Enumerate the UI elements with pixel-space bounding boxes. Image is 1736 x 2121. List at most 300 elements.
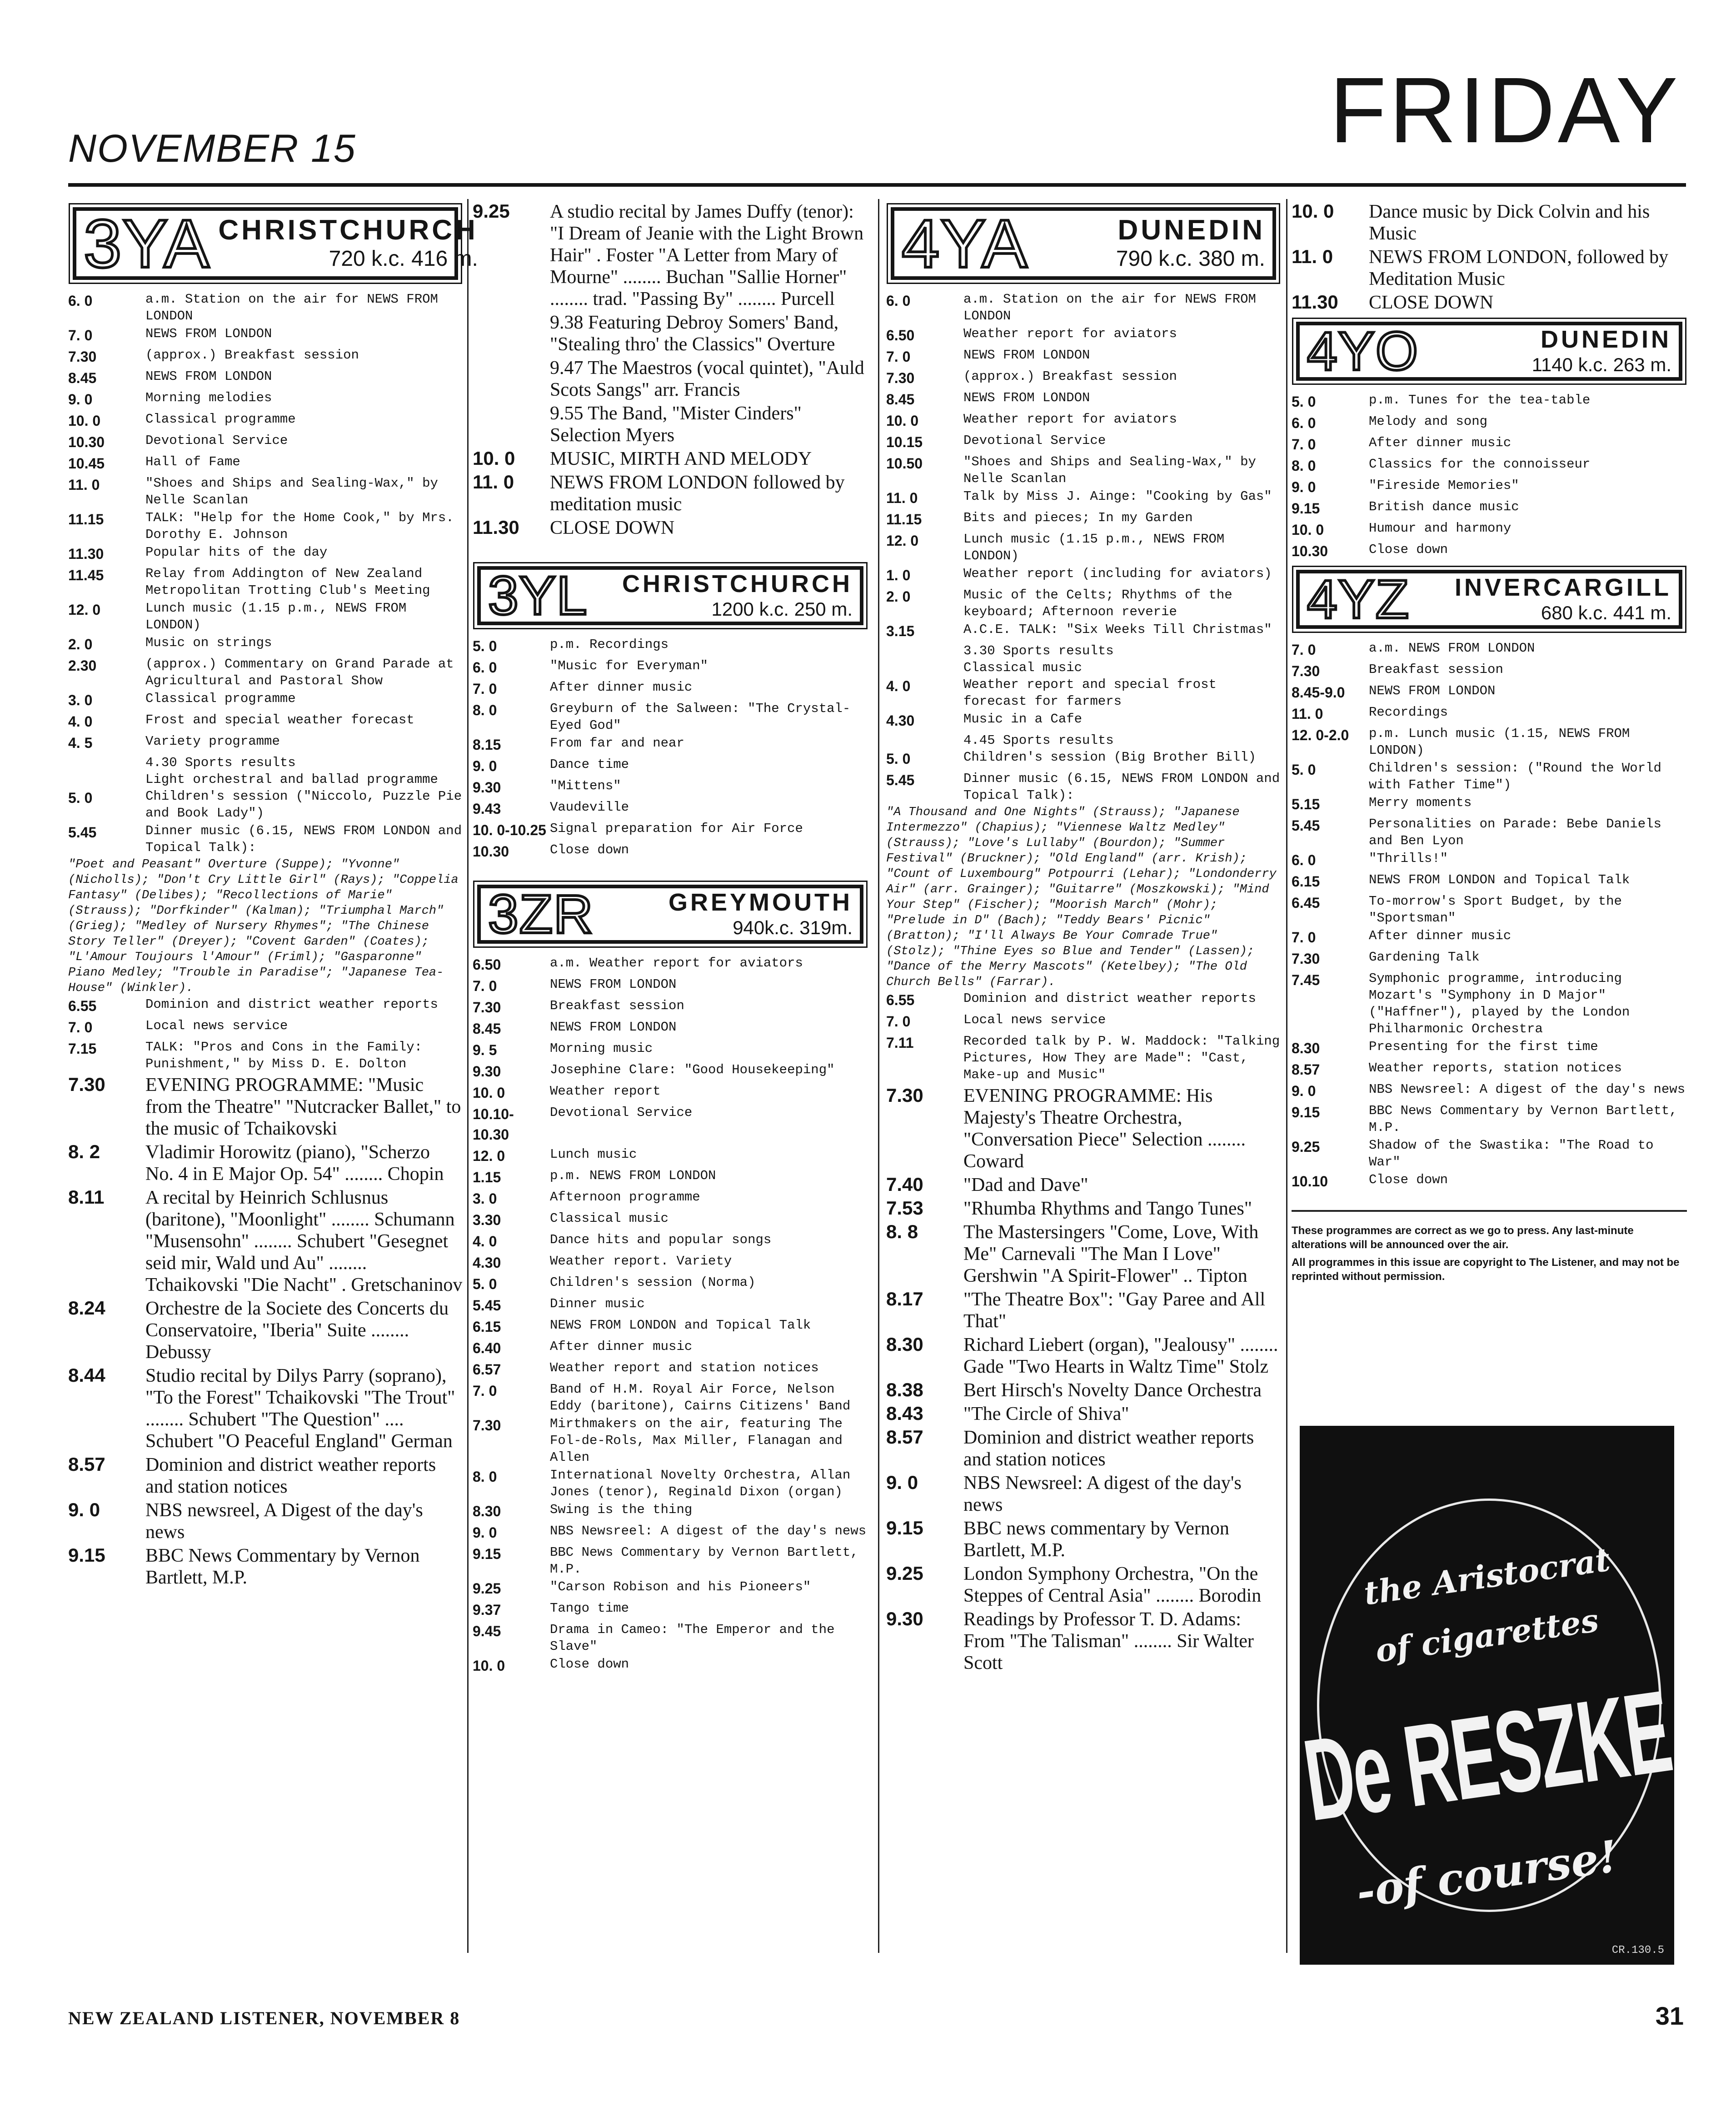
program-title: Hall of Fame (145, 454, 240, 469)
program-subnote: Light orchestral and ballad programme (145, 772, 438, 787)
program-title: Vaudeville (550, 800, 629, 815)
program-time: 4. 0 (473, 1233, 497, 1250)
program-list (68, 788, 463, 856)
program-entry (473, 1467, 868, 1500)
program-entry (1292, 413, 1687, 433)
program-entry (473, 1544, 868, 1578)
program-title: NEWS FROM LONDON (550, 977, 677, 992)
program-title: Classical programme (145, 691, 296, 706)
column-3 (886, 199, 1281, 1953)
program-entry (473, 1381, 868, 1414)
program-entry (68, 325, 463, 346)
program-title: MUSIC, MIRTH AND MELODY (550, 448, 812, 469)
program-time: 10.30 (473, 843, 509, 860)
program-time: 7. 0 (1292, 642, 1316, 658)
program-title: NEWS FROM LONDON (145, 369, 272, 384)
program-time: 7.30 (1292, 663, 1320, 679)
program-entry (68, 1017, 463, 1038)
program-title: Merry moments (1369, 795, 1472, 810)
program-entry (68, 368, 463, 388)
program-title: Children's session: ("Round the World with Father Time") (1369, 761, 1661, 792)
program-title: NEWS FROM LONDON (963, 348, 1090, 363)
program-entry (68, 600, 463, 633)
program-entry (886, 990, 1281, 1011)
program-entry (473, 1359, 868, 1380)
program-entry (1292, 640, 1687, 660)
program-title: Children's session (Norma) (550, 1275, 756, 1290)
program-entry (1292, 893, 1687, 926)
program-time: 8.30 (886, 1334, 923, 1355)
program-time: 10.30 (1292, 543, 1328, 559)
program-title: After dinner music (550, 1339, 693, 1354)
station-logo-4yz (1296, 570, 1682, 629)
program-title: Dance time (550, 757, 629, 772)
program-title: Weather report for aviators (963, 326, 1177, 341)
program-entry (473, 820, 868, 841)
program-title: After dinner music (1369, 928, 1512, 943)
station-city: CHRISTCHURCH (622, 570, 853, 598)
program-entry (886, 770, 1281, 804)
program-entry (1292, 246, 1687, 290)
program-time: 7.30 (886, 1085, 923, 1106)
station-callsign: 3YA (84, 205, 210, 282)
program-title: NEWS FROM LONDON, followed by Meditation Music (1369, 247, 1669, 289)
program-time: 8.24 (68, 1297, 105, 1319)
program-time: 1. 0 (886, 567, 911, 583)
program-title: Classical programme (145, 412, 296, 427)
program-entry (886, 565, 1281, 586)
magazine-footer: NEW ZEALAND LISTENER, NOVEMBER 8 (68, 2008, 460, 2028)
program-title: Orchestre de la Societe des Concerts du Conservatoire, "Iberia" Suite ........ Debussy (145, 1298, 449, 1363)
program-title: "Shoes and Ships and Sealing-Wax," by Nelle Scanlan (963, 454, 1256, 486)
program-entry (1292, 682, 1687, 703)
program-title: Weather reports, station notices (1369, 1060, 1622, 1075)
program-entry (68, 996, 463, 1016)
program-entry (886, 1427, 1281, 1470)
program-title: Recordings (1369, 705, 1448, 720)
program-title: 9.38 Featuring Debroy Somers' Band, "Stealing thro' the Classics" Overture (550, 312, 839, 355)
program-title: "The Theatre Box": "Gay Paree and All That" (963, 1289, 1266, 1332)
program-time: 12. 0-2.0 (1292, 727, 1349, 743)
program-time: 9.30 (473, 1063, 501, 1080)
program-entry (886, 587, 1281, 620)
program-entry (473, 1501, 868, 1522)
program-time: 8.45-9.0 (1292, 684, 1345, 701)
program-title: NBS Newsreel: A digest of the day's news (550, 1524, 867, 1538)
program-time: 7. 0 (1292, 436, 1316, 453)
program-time: 4.30 (886, 712, 915, 729)
program-entry (886, 749, 1281, 769)
program-title: BBC News Commentary by Vernon Bartlett, M.P. (1369, 1103, 1677, 1135)
program-time: 10. 0 (1292, 200, 1334, 222)
program-title: Talk by Miss J. Ainge: "Cooking by Gas" (963, 489, 1272, 504)
program-entry (473, 1210, 868, 1230)
program-time: 9.15 (1292, 1104, 1320, 1120)
program-entry (473, 997, 868, 1018)
program-entry (68, 656, 463, 689)
program-title: Drama in Cameo: "The Emperor and the Slave" (550, 1622, 835, 1654)
program-time: 9.15 (68, 1544, 105, 1566)
program-title: Weather report and station notices (550, 1360, 819, 1375)
program-entry (886, 347, 1281, 367)
program-time: 6.50 (473, 956, 501, 973)
program-entry (473, 1274, 868, 1295)
station-city: GREYMOUTH (668, 889, 853, 916)
program-entry (1292, 292, 1687, 314)
program-time: 7. 0 (886, 1013, 911, 1030)
program-time: 5. 0 (886, 751, 911, 767)
program-time: 4. 0 (886, 678, 911, 694)
program-entry (473, 1295, 868, 1316)
program-entry (473, 1231, 868, 1252)
program-title: Josephine Clare: "Good Housekeeping" (550, 1062, 835, 1077)
program-entry (473, 1578, 868, 1599)
program-entry (886, 1011, 1281, 1032)
program-title: "Mittens" (550, 778, 621, 793)
program-title: Close down (550, 1657, 629, 1672)
program-entry (886, 1198, 1281, 1220)
program-entry (1292, 794, 1687, 815)
program-entry (68, 411, 463, 431)
program-title: Children's session (Big Brother Bill) (963, 750, 1256, 765)
program-title: Dominion and district weather reports (145, 997, 438, 1012)
program-title: Music of the Celts; Rhythms of the keyboard; Afternoon reverie (963, 588, 1232, 619)
station-city: DUNEDIN (1117, 214, 1265, 246)
program-entry (473, 403, 868, 446)
program-time: 7. 0 (1292, 929, 1316, 946)
program-title: Local news service (963, 1012, 1106, 1027)
program-title: a.m. NEWS FROM LONDON (1369, 641, 1535, 656)
program-time: 10. 0 (473, 448, 515, 469)
program-entry (886, 509, 1281, 530)
program-entry (473, 1253, 868, 1273)
station-frequency: 1140 k.c. 263 m. (1531, 354, 1671, 375)
program-entry (1292, 520, 1687, 540)
program-entry (1292, 434, 1687, 455)
program-title: Mirthmakers on the air, featuring The Fol-de-Rols, Max Miller, Flanagan and Allen (550, 1416, 843, 1465)
issue-date: NOVEMBER 15 (68, 127, 356, 170)
station-callsign: 4YO (1307, 321, 1419, 382)
program-time: 8.30 (473, 1503, 501, 1519)
program-time: 9. 0 (1292, 1083, 1316, 1099)
program-title: a.m. Station on the air for NEWS FROM LONDON (145, 292, 438, 324)
program-title: Music in a Cafe (963, 712, 1083, 727)
program-entry (1292, 1102, 1687, 1136)
program-time: 3. 0 (473, 1190, 497, 1207)
program-entry (886, 389, 1281, 410)
program-entry (68, 1298, 463, 1363)
program-time: 8. 0 (1292, 458, 1316, 474)
program-time: 11. 0 (886, 490, 918, 506)
station-logo-4ya (891, 207, 1276, 280)
program-title: EVENING PROGRAMME: "Music from the Theatre" "Nutcracker Ballet," to the music of Tchaikovski (145, 1075, 461, 1139)
program-time: 10.45 (68, 455, 105, 472)
program-time: 7.30 (473, 1417, 501, 1434)
column-divider (1286, 199, 1287, 1953)
program-time: 9. 0 (886, 1472, 918, 1493)
program-time: 7.30 (886, 370, 915, 386)
program-title: Band of H.M. Royal Air Force, Nelson Eddy (baritone), Cairns Citizens' Band (550, 1382, 851, 1414)
program-entry (473, 1656, 868, 1676)
station-callsign: 4YA (902, 205, 1028, 282)
program-entry (473, 1338, 868, 1359)
program-subnote: 4.30 Sports results (145, 755, 296, 770)
program-entry (68, 1074, 463, 1140)
program-time: 7.11 (886, 1035, 914, 1051)
program-title: Local news service (145, 1018, 288, 1033)
program-title: Classical music (550, 1211, 669, 1226)
program-time: 7.30 (473, 999, 501, 1016)
program-entry (1292, 201, 1687, 244)
program-entry (1292, 1171, 1687, 1192)
program-time: 10. 0 (886, 413, 919, 429)
notice-paragraph: These programmes are correct as we go to press. Any last-minute alterations will be announced over the air. (1292, 1225, 1634, 1251)
program-time (473, 403, 550, 446)
program-title: Variety programme (145, 734, 280, 749)
program-time: 11.30 (68, 546, 104, 562)
program-title: Humour and harmony (1369, 521, 1512, 536)
station-frequency: 790 k.c. 380 m. (1116, 247, 1265, 271)
program-entry (473, 700, 868, 734)
evening-program-list (68, 1074, 463, 1588)
program-list (886, 291, 1281, 642)
program-title: Weather report. Variety (550, 1254, 732, 1269)
program-entry (68, 1365, 463, 1452)
program-entry (886, 1289, 1281, 1332)
program-entry (1292, 661, 1687, 682)
program-time: 10. 0 (473, 1085, 505, 1101)
program-list (1292, 392, 1687, 562)
program-entry (68, 389, 463, 410)
program-entry (68, 1454, 463, 1498)
program-time: 8.17 (886, 1288, 923, 1309)
station-callsign: 4YZ (1307, 569, 1410, 630)
program-time: 9. 0 (473, 758, 497, 774)
day-heading: FRIDAY (1329, 58, 1681, 162)
program-title: NBS Newsreel: A digest of the day's news (963, 1473, 1242, 1515)
program-entry (1292, 456, 1687, 476)
program-title: "Music for Everyman" (550, 658, 708, 673)
program-time: 6.15 (473, 1319, 501, 1335)
program-entry (1292, 1038, 1687, 1059)
program-title: "Dad and Dave" (963, 1175, 1088, 1195)
column-divider (878, 199, 879, 1953)
program-title: Devotional Service (963, 433, 1106, 448)
station-logo-3yl (477, 566, 863, 625)
program-time: 9. 5 (473, 1042, 497, 1058)
program-title: Weather report and special frost forecast for farmers (963, 677, 1217, 709)
program-entry (473, 472, 868, 515)
program-entry (886, 1033, 1281, 1083)
program-title: From far and near (550, 736, 684, 751)
program-time: 5.45 (473, 1297, 501, 1314)
program-entry (473, 517, 868, 539)
notice-paragraph: All programmes in this issue are copyright to The Listener, and may not be reprinted without permission. (1292, 1256, 1680, 1283)
program-title: Devotional Service (145, 433, 288, 448)
program-entry (1292, 541, 1687, 562)
program-entry (886, 676, 1281, 710)
program-time: 5. 0 (473, 638, 497, 654)
ad-tagline: of cigarettes (1373, 1601, 1601, 1670)
program-entry (1292, 498, 1687, 519)
program-title: Morning music (550, 1041, 653, 1056)
program-list (886, 990, 1281, 1083)
program-time: 9.43 (473, 801, 501, 817)
program-time: 6. 0 (886, 293, 911, 309)
program-time: 7.30 (68, 1074, 105, 1095)
program-entry (886, 1334, 1281, 1378)
program-list (473, 636, 868, 862)
program-time: 10. 0 (473, 1658, 505, 1674)
program-title: Bits and pieces; In my Garden (963, 510, 1193, 525)
program-time: 6.40 (473, 1340, 501, 1356)
program-entry (1292, 392, 1687, 412)
program-time: 11.30 (473, 517, 519, 538)
program-time: 7.40 (886, 1174, 923, 1195)
program-time: 3.15 (886, 623, 915, 639)
program-time: 8.30 (1292, 1040, 1320, 1056)
program-time: 4. 5 (68, 735, 93, 751)
program-title: Frost and special weather forecast (145, 712, 414, 727)
program-title: CLOSE DOWN (550, 518, 675, 538)
program-entry (886, 488, 1281, 508)
program-entry (886, 1174, 1281, 1196)
program-entry (1292, 927, 1687, 948)
program-time: 11.45 (68, 567, 104, 583)
program-time: 10.30 (68, 434, 105, 450)
program-entry (473, 777, 868, 798)
program-time: 9. 0 (68, 1499, 100, 1520)
program-entry (68, 690, 463, 711)
program-title: A.C.E. TALK: "Six Weeks Till Christmas" (963, 622, 1272, 637)
program-entry (1292, 871, 1687, 892)
program-entry (886, 1085, 1281, 1172)
copyright-notice (1292, 1210, 1687, 1284)
program-title: Shadow of the Swastika: "The Road to War" (1369, 1138, 1654, 1170)
program-title: London Symphony Orchestra, "On the Steppes of Central Asia" ........ Borodin (963, 1563, 1262, 1606)
program-time: 7. 0 (473, 681, 497, 697)
program-entry (68, 453, 463, 474)
program-title: Close down (550, 842, 629, 857)
program-time: 8. 2 (68, 1141, 100, 1162)
program-list (886, 676, 1281, 731)
program-entry (886, 411, 1281, 431)
program-title: a.m. Weather report for aviators (550, 956, 803, 971)
station-logo-4yo (1296, 322, 1682, 381)
program-entry (68, 822, 463, 856)
program-time: 6.55 (886, 992, 915, 1008)
program-title: Lunch music (1.15 p.m., NEWS FROM LONDON) (145, 601, 407, 632)
program-entry (886, 1518, 1281, 1561)
program-title: BBC News Commentary by Vernon Bartlett, M.P. (550, 1545, 858, 1577)
program-title: EVENING PROGRAMME: His Majesty's Theatre Orchestra, "Conversation Piece" Selection ........ Coward (963, 1085, 1246, 1172)
program-time: 8.45 (473, 1021, 501, 1037)
program-entry (473, 201, 868, 310)
program-subnote: Classical music (963, 660, 1083, 675)
program-title: Dance hits and popular songs (550, 1232, 772, 1247)
program-entry (473, 1600, 868, 1620)
program-title: NBS newsreel, A Digest of the day's news (145, 1500, 423, 1543)
program-list (886, 749, 1281, 804)
program-time: 5.15 (1292, 796, 1320, 812)
program-time: 11.30 (1292, 291, 1338, 313)
program-entry (1292, 1060, 1687, 1080)
program-time: 9.25 (473, 1580, 501, 1597)
program-time: 10.50 (886, 455, 923, 472)
program-time: 10. 0 (68, 413, 101, 429)
program-entry (886, 291, 1281, 324)
program-time: 8.57 (68, 1454, 105, 1475)
program-time: 10.15 (886, 434, 923, 450)
program-time: 9.37 (473, 1602, 501, 1618)
program-title: Dance music by Dick Colvin and his Music (1369, 201, 1650, 244)
program-title: Dominion and district weather reports (963, 991, 1256, 1006)
program-title: Greyburn of the Salween: "The Crystal-Eyed God" (550, 701, 851, 733)
program-entry (68, 1039, 463, 1072)
program-title: Lunch music (550, 1147, 637, 1162)
program-entry (473, 679, 868, 699)
program-entry (1292, 970, 1687, 1037)
program-entry (68, 1545, 463, 1588)
program-entry (68, 509, 463, 543)
program-entry (886, 1608, 1281, 1674)
program-title: A studio recital by James Duffy (tenor): "I Dream of Jeanie with the Light Brown Hair" . Foster "A Letter from Mary of Mourne" ........ Buchan "Sallie Horner" ........ trad. "Passing By" ........ Purcell (550, 201, 864, 309)
program-entry (68, 634, 463, 655)
program-time: 9.45 (473, 1623, 501, 1639)
program-title: a.m. Station on the air for NEWS FROM LONDON (963, 292, 1256, 324)
program-time: 7.15 (68, 1041, 97, 1057)
program-entry (473, 955, 868, 975)
program-entry (473, 1621, 868, 1655)
program-title: "Shoes and Ships and Sealing-Wax," by Nelle Scanlan (145, 476, 438, 508)
program-entry (473, 1317, 868, 1337)
program-list (1292, 640, 1687, 1192)
program-subnote: 3.30 Sports results (963, 643, 1114, 658)
program-list (68, 996, 463, 1072)
program-entry (886, 1472, 1281, 1516)
program-entry (886, 368, 1281, 388)
program-title: Personalities on Parade: Bebe Daniels and Ben Lyon (1369, 817, 1661, 848)
program-time: 8.45 (68, 370, 97, 386)
program-title: NEWS FROM LONDON (1369, 683, 1496, 698)
program-time: 6.55 (68, 998, 97, 1014)
program-entry (68, 788, 463, 822)
program-time: 7.53 (886, 1197, 923, 1219)
program-title: Readings by Professor T. D. Adams: From "The Talisman" ........ Sir Walter Scott (963, 1609, 1254, 1673)
program-title: "Fireside Memories" (1369, 478, 1519, 493)
program-entry (473, 756, 868, 777)
program-entry (473, 1040, 868, 1060)
program-time: 5.45 (886, 772, 915, 788)
program-time: 10. 0 (1292, 522, 1324, 538)
dinner-music-list: "A Thousand and One Nights" (Strauss); "Japanese Intermezzo" (Chapius); "Viennese Waltz Medley" (Strauss); "Love's Lullaby" (Bourdon); "Summer Festival" (Bruckner); "Old England" (arr. Krish); "Count of Luxembourg" Potpourri (Lehar); "Londonderry Air" (arr. Grainger); "Guitarre" (Moszkowski); "Mind Your Step" (Fischer); "Moorish March" (Mohr); "Prelude in D" (Bach); "Teddy Bears' Picnic" (Bratton); "I'll Always Be Your Comrade True" (Stolz); "Thine Eyes so Blue and Tender" (Lassen); "Dance of the Merry Mascots" (Ketelbey); "The Old Church Bells" (Farrar). (886, 806, 1277, 989)
program-time: 9.25 (473, 200, 510, 222)
program-entry (68, 544, 463, 564)
program-time: 2.30 (68, 657, 97, 674)
program-title: BBC News Commentary by Vernon Bartlett, M.P. (145, 1545, 420, 1588)
station-logo-3ya (73, 205, 478, 282)
program-title: NEWS FROM LONDON and Topical Talk (550, 1318, 811, 1333)
program-time: 6.15 (1292, 873, 1320, 890)
program-entry (1292, 704, 1687, 724)
station-frequency: 1200 k.c. 250 m. (711, 598, 853, 620)
program-time: 7. 0 (473, 978, 497, 994)
program-entry (473, 448, 868, 470)
ad-brand-name: De RESZKE (1296, 1666, 1677, 1846)
program-entry (886, 1563, 1281, 1607)
cigarette-advertisement (1296, 1426, 1677, 1965)
program-title: Dinner music (550, 1296, 645, 1311)
